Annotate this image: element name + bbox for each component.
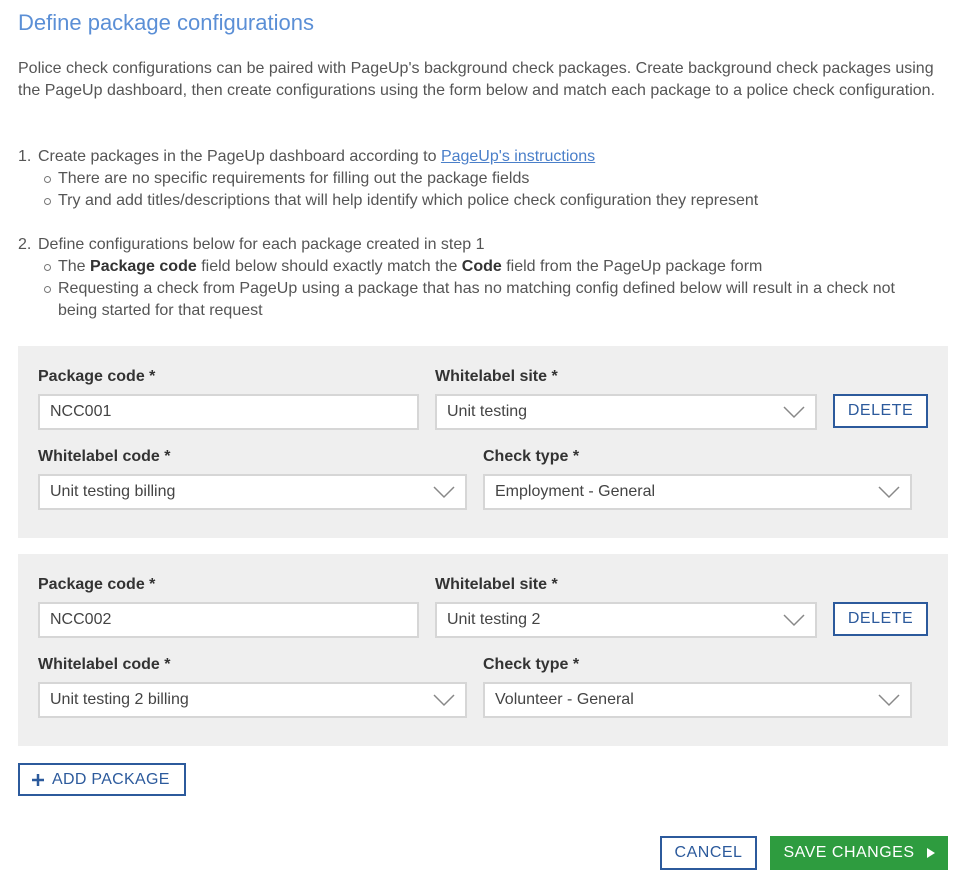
cancel-button[interactable]: CANCEL bbox=[660, 836, 757, 870]
package-card bbox=[18, 554, 948, 746]
delete-button[interactable]: DELETE bbox=[833, 602, 928, 636]
check-type-select[interactable] bbox=[483, 474, 912, 510]
package-code-input[interactable]: NCC002 bbox=[38, 602, 419, 638]
select-value: Employment - General bbox=[495, 483, 656, 500]
save-changes-label: SAVE CHANGES bbox=[783, 844, 915, 861]
whitelabel-site-label: Whitelabel site * bbox=[435, 368, 558, 385]
sub-text: Try and add titles/descriptions that will help identify which police check configuration they represent bbox=[58, 192, 759, 209]
package-code-label: Package code * bbox=[38, 368, 156, 385]
step-text: Define configurations below for each package created in step 1 bbox=[38, 236, 485, 253]
plus-icon bbox=[32, 774, 44, 786]
step-number: 2. bbox=[18, 236, 32, 253]
select-value: Volunteer - General bbox=[495, 691, 634, 708]
step-1-text: Create packages in the PageUp dashboard according to bbox=[38, 148, 441, 165]
select-value: Unit testing 2 bbox=[447, 611, 541, 628]
sub-bold: Package code bbox=[90, 258, 197, 275]
sub-bold: Code bbox=[461, 258, 502, 275]
bullet-icon bbox=[44, 176, 51, 183]
select-value: Unit testing 2 billing bbox=[50, 691, 189, 708]
add-package-label: ADD PACKAGE bbox=[52, 770, 170, 788]
bullet-icon bbox=[44, 264, 51, 271]
list-item bbox=[18, 168, 938, 190]
select-value: Unit testing billing bbox=[50, 483, 176, 500]
chevron-down-icon bbox=[878, 691, 900, 709]
step-2 bbox=[18, 234, 938, 256]
package-card bbox=[18, 346, 948, 538]
chevron-down-icon bbox=[783, 403, 805, 421]
whitelabel-site-select[interactable] bbox=[435, 602, 817, 638]
whitelabel-site-select[interactable] bbox=[435, 394, 817, 430]
package-code-input[interactable]: NCC001 bbox=[38, 394, 419, 430]
check-type-label: Check type * bbox=[483, 448, 580, 465]
caret-right-icon bbox=[927, 848, 935, 858]
step-1-sublist bbox=[18, 168, 938, 212]
bullet-icon bbox=[44, 198, 51, 205]
check-type-select[interactable] bbox=[483, 682, 912, 718]
whitelabel-code-select[interactable] bbox=[38, 682, 467, 718]
chevron-down-icon bbox=[783, 611, 805, 629]
select-value: Unit testing bbox=[447, 403, 528, 420]
whitelabel-code-label: Whitelabel code * bbox=[38, 656, 171, 673]
list-item bbox=[18, 190, 938, 212]
sub-text: Requesting a check from PageUp using a package that has no matching config defined below will result in a check not being started for that request bbox=[58, 280, 895, 319]
whitelabel-code-select[interactable] bbox=[38, 474, 467, 510]
chevron-down-icon bbox=[878, 483, 900, 501]
chevron-down-icon bbox=[433, 691, 455, 709]
save-changes-button[interactable] bbox=[770, 836, 948, 870]
sub-text: field from the PageUp package form bbox=[501, 258, 763, 275]
list-item bbox=[18, 256, 938, 278]
delete-button[interactable]: DELETE bbox=[833, 394, 928, 428]
chevron-down-icon bbox=[433, 483, 455, 501]
page-title: Define package configurations bbox=[18, 10, 314, 35]
package-code-label: Package code * bbox=[38, 576, 156, 593]
step-number: 1. bbox=[18, 148, 32, 165]
step-1 bbox=[18, 146, 938, 168]
list-item bbox=[18, 278, 938, 322]
instruction-steps bbox=[18, 146, 938, 322]
pageup-instructions-link[interactable]: PageUp's instructions bbox=[440, 148, 596, 165]
sub-text: The bbox=[58, 258, 91, 275]
bullet-icon bbox=[44, 286, 51, 293]
step-2-sublist bbox=[18, 256, 938, 322]
add-package-button[interactable] bbox=[18, 763, 186, 796]
whitelabel-code-label: Whitelabel code * bbox=[38, 448, 171, 465]
sub-text: There are no specific requirements for filling out the package fields bbox=[58, 170, 530, 187]
whitelabel-site-label: Whitelabel site * bbox=[435, 576, 558, 593]
sub-text: field below should exactly match the bbox=[196, 258, 462, 275]
check-type-label: Check type * bbox=[483, 656, 580, 673]
step-text bbox=[38, 146, 595, 168]
intro-text: Police check configurations can be paired with PageUp's background check packages. Create background check packages using the PageUp dashboard, then create configurations using the form below and match each package to a police check configuration. bbox=[18, 60, 936, 99]
